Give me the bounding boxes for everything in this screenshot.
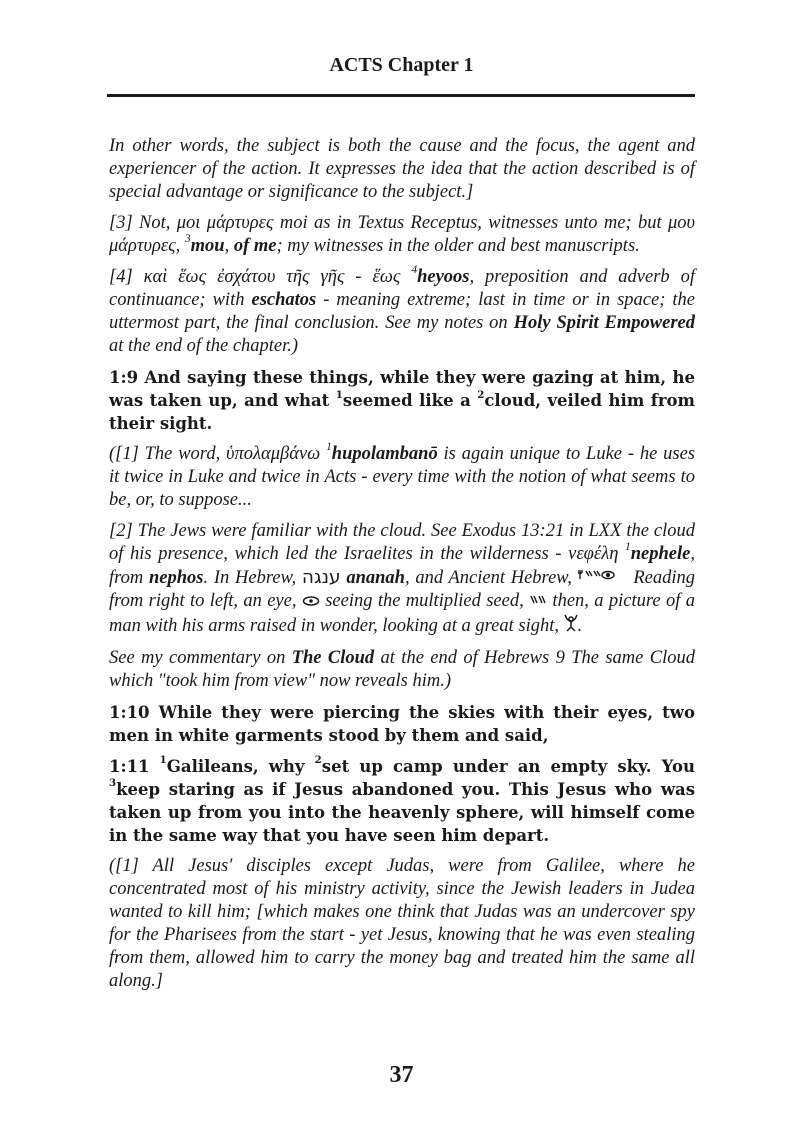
hebrew-word: ענגה bbox=[301, 567, 341, 588]
note-witnesses: [3] Not, μοι μάρτυρες moi as in Textus Receptus, witnesses unto me; but μου μάρτυρες, $^3$mou, of me; my witnesses in the older and best manuscripts. bbox=[109, 213, 695, 256]
ancient-hebrew-word-icon bbox=[578, 567, 628, 590]
page-number: 37 bbox=[389, 1062, 414, 1088]
chapter-header: ACTS Chapter 1 bbox=[329, 54, 474, 76]
verse-1-9: 1:9 And saying these things, while they were gazing at him, he was taken up, and what $^1$seemed like a $^2$cloud, veiled him from their sight. bbox=[109, 368, 696, 433]
verse-1-10: 1:10 While they were piercing the skies with their eyes, two men in white garments stood by them and said, bbox=[109, 702, 695, 745]
note-galileans: ([1] All Jesus' disciples except Judas, were from Galilee, where he concentrated most of his ministry activity, since the Jewish leaders in Judea wanted to kill him; [which makes one think that Judas was an undercover spy for the Pharisees from the start - yet Jesus, knowing that he was even stealing from them, allowed him to carry the money bag and treated him the same all along.] bbox=[109, 855, 695, 991]
note-hupolambano: ([1] The word, ὑπολαμβάνω $^1$hupolambanō is again unique to Luke - he uses it twice in Luke and twice in Acts - every time with the notion of what seems to be, or, to suppose... bbox=[109, 441, 695, 510]
man-arms-raised-icon bbox=[564, 614, 578, 639]
verse-1-11: 1:11 $^1$Galileans, why $^2$set up camp under an empty sky. You $^3$keep staring as if Jesus abandoned you. This Jesus who was taken up from you into the heavenly sphere, will himself come in the same way that you have seen him depart. bbox=[109, 754, 695, 845]
header-divider bbox=[107, 94, 695, 97]
note-cloud-hebrew: [2] The Jews were familiar with the cloud. See Exodus 13:21 in LXX the cloud of his presence, which led the Israelites in the wilderness - νεφέλη $^1$nephele, from nephos. In Hebrew, ענגה ananah, and Ancient Hebrew, Reading from right to left, an eye, seeing the multiplied seed, then, a picture of a man with his arms raised in wonder, looking at a great sight, . bbox=[109, 520, 695, 639]
note-paragraph-middle-voice: In other words, the subject is both the cause and the focus, the agent and experiencer of the action. It expresses the idea that the action described is of special advantage or significance to the subject.] bbox=[109, 136, 695, 202]
note-the-cloud: See my commentary on The Cloud at the end of Hebrews 9 The same Cloud which "took him from view" now reveals him.) bbox=[109, 647, 695, 691]
page-body bbox=[109, 135, 695, 1001]
seed-icon bbox=[529, 591, 547, 614]
note-heyoos: [4] καὶ ἕως ἐσχάτου τῆς γῆς - ἕως $^4$heyoos, preposition and adverb of continuance; with eschatos - meaning extreme; last in time or in space; the uttermost part, the final conclusion. See my notes on Holy Spirit Empowered at the end of the chapter.) bbox=[109, 264, 695, 356]
eye-icon bbox=[302, 591, 320, 614]
